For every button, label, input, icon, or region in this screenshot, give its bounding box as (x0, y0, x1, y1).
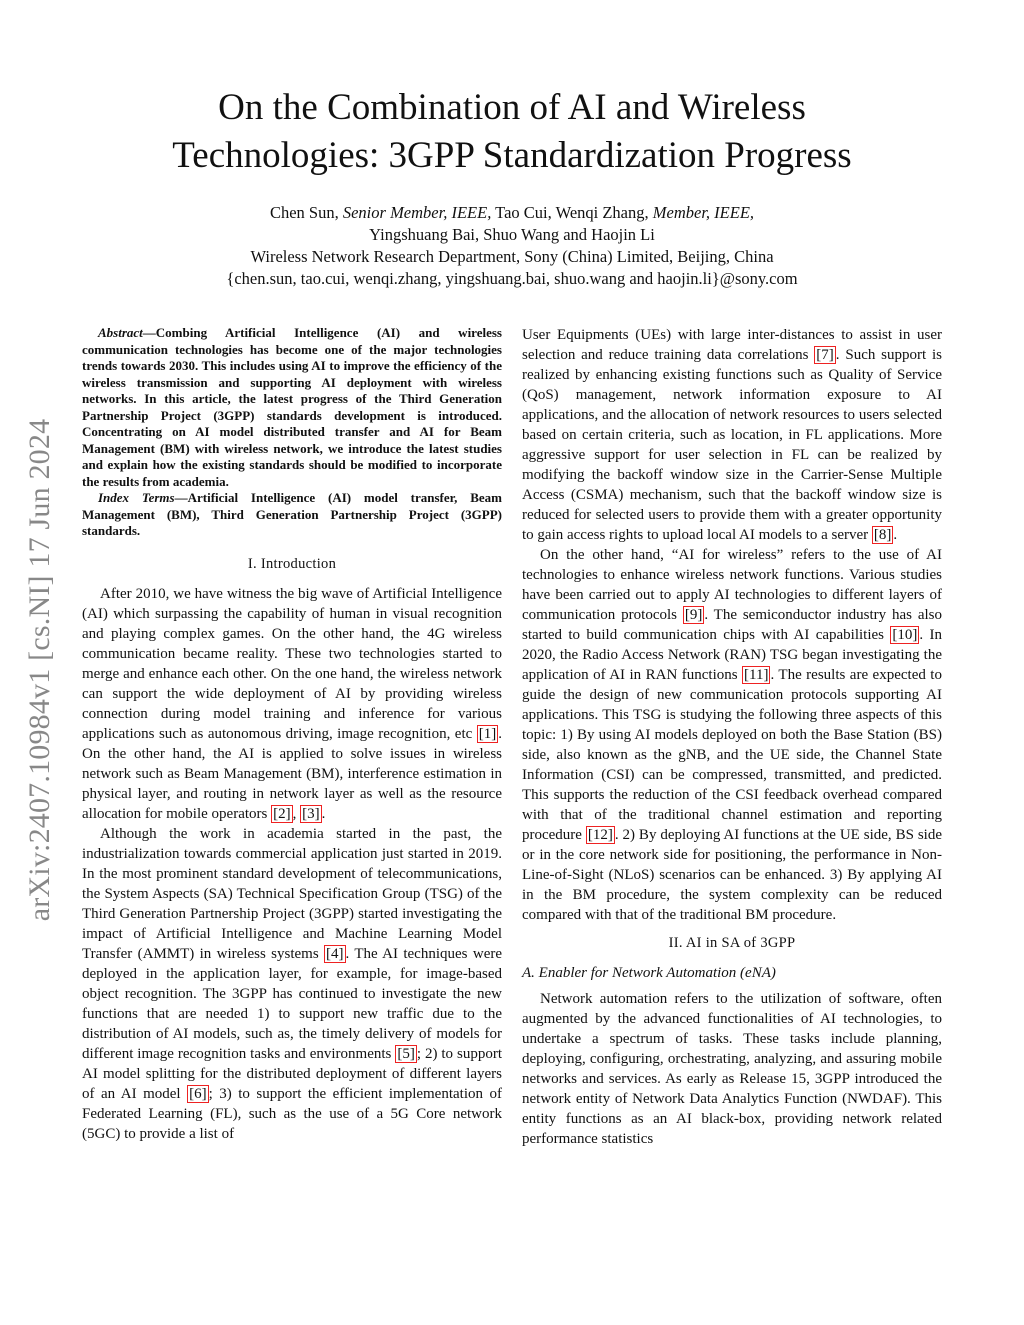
intro-paragraph-3 (522, 545, 942, 925)
citation-link[interactable]: [1] (478, 725, 497, 742)
citation-link[interactable]: [6] (189, 1085, 207, 1102)
citation-link[interactable]: [2] (273, 805, 291, 822)
author-line-2: Yingshuang Bai, Shuo Wang and Haojin Li (369, 225, 655, 244)
abstract (82, 325, 502, 490)
author-emails: {chen.sun, tao.cui, wenqi.zhang, yingshuang.bai, shuo.wang and haojin.li}@sony.com (226, 269, 798, 288)
citation-link[interactable]: [8] (873, 527, 892, 543)
ena-paragraph-1: Network automation refers to the utilization of software, often augmented by the advanced functionalities of AI technologies, to undertake a spectrum of tasks. These tasks include planning, deploying, configuring, orchestrating, analyzing, and assuring mobile networks and services. As early as Release 15, 3GPP introduced the network entity of Network Data Analytics Function (NWDAF). This entity functions as an AI black-box, providing network related performance statistics (522, 991, 942, 1147)
subsection-heading-ena: A. Enabler for Network Automation (eNA) (522, 965, 776, 981)
citation-link[interactable]: [5] (397, 1045, 415, 1062)
index-terms-label: Index Terms (98, 490, 175, 505)
title-line-1: On the Combination of AI and Wireless (218, 87, 806, 128)
author-title-member: Member, IEEE, (652, 203, 755, 222)
text-run: ; 3) to support the efficient implementation of Federated Learning (FL), such as the use of a 5G Core network (5GC) to provide a list of (82, 1085, 502, 1142)
citation-link[interactable]: [12] (587, 827, 613, 843)
text-run: ; 2) to support AI model splitting for the distributed deployment of different layers of an AI model (82, 1045, 502, 1102)
citation-link[interactable]: [7] (816, 347, 834, 363)
intro-paragraph-2-cont (522, 325, 942, 545)
author-affiliation: Wireless Network Research Department, Sony (China) Limited, Beijing, China (250, 247, 774, 266)
text-run: After 2010, we have witness the big wave of Artificial Intelligence (AI) which surpassing the capability of human in visual recognition and playing complex games. On the other hand, the 4G wireless communication became reality. These two technologies started to merge and enhance each other. On the one hand, the wireless network can support the wide deployment of AI by providing wireless connection during model training and inference for various applications such as autonomous driving, image recognition, etc (82, 585, 502, 742)
text-run: On the other hand, “AI for wireless” refers to the use of AI technologies to enhance wireless network functions. Various studies have been carried out to apply AI technologies to different layers of communication protocols (522, 547, 942, 623)
citation-link[interactable]: [11] (744, 667, 769, 683)
text-run: . The AI techniques were deployed in the application layer, for example, for image-based object recognition. The 3GPP has continued to investigate the new functions that are needed 1) to support new traffic due to the distribution of AI models, such as, the timely delivery of models for different image recognition tasks and environments (82, 945, 502, 1062)
text-run: . The results are expected to guide the design of new communication protocols supporting AI applications. This TSG is studying the following three aspects of this topic: 1) By using AI models deployed on both the Base Station (BS) side, also known as the gNB, and the UE side, the Channel State Information (CSI) can be compressed, transmitted, and predicted. This supports the reduction of the CSI feedback overhead compared with that of the traditional channel estimation and reporting procedure (522, 667, 942, 843)
right-column (522, 325, 942, 1149)
section-heading-ai-in-sa: II. AI in SA of 3GPP (668, 935, 796, 951)
index-terms-text: —Artificial Intelligence (AI) model transfer, Beam Management (BM), Third Generation Partnership Project (3GPP) standards. (82, 490, 502, 538)
text-run: . 2) By deploying AI functions at the UE side, BS side or in the core network side for positioning, the performance in Non-Line-of-Sight (NLoS) scenarios can be enhanced. 3) By applying AI in the BM procedure, the system complexity can be reduced compared with that of the traditional BM procedure. (522, 827, 942, 923)
intro-paragraph-2 (82, 824, 502, 1144)
text-run: . (321, 805, 326, 822)
text-run: . The semiconductor industry has also started to build communication chips with AI capabilities (522, 607, 942, 643)
paper-title (80, 84, 944, 180)
text-run: User Equipments (UEs) with large inter-distances to assist in user selection and reduce training data correlations (522, 327, 942, 363)
arxiv-identifier: arXiv:2407.10984v1 [cs.NI] 17 Jun 2024 (23, 418, 56, 922)
abstract-label: Abstract (98, 325, 143, 340)
text-run: . (893, 527, 898, 543)
citation-link[interactable]: [4] (326, 945, 344, 962)
text-run: Although the work in academia started in the past, the industrialization towards commercial application just started in 2019. In the most prominent standard development of telecommunications, the System Aspects (SA) Technical Specification Group (TSG) of the Third Generation Partnership Project (3GPP) started investigating the impact of Artificial Intelligence and Machine Learning Model Transfer (AMMT) in wireless systems (82, 825, 502, 962)
author-block (80, 202, 944, 290)
intro-paragraph-1 (82, 584, 502, 824)
author-line-1 (80, 202, 944, 224)
text-run: . Such support is realized by enhancing existing functions such as Quality of Service (QoS) management, network information exposure to AI applications, and the allocation of network resources to users selected based on certain criteria, such as location, in FL applications. More aggressive support for user selection in FL can be realized by modifying the backoff window size in the Carrier-Sense Multiple Access (CSMA) mechanism, such that the backoff window size is reduced for selected users to provide them with a greater opportunity to gain access rights to upload local AI models to a server (522, 347, 942, 543)
title-line-2: Technologies: 3GPP Standardization Progress (172, 135, 852, 176)
index-terms (82, 490, 502, 540)
citation-link[interactable]: [9] (684, 607, 703, 623)
author-title-senior: Senior Member, IEEE, (342, 203, 492, 222)
citation-link[interactable]: [3] (302, 805, 320, 822)
author-chen-sun: Chen Sun, (269, 203, 343, 222)
text-run: . On the other hand, the AI is applied to solve issues in wireless network such as Beam Management (BM), interference estimation in physical layer, and routing in network layer as well as the resource allocation for mobile operators (82, 725, 502, 822)
left-column (82, 325, 502, 1144)
abstract-text: —Combing Artificial Intelligence (AI) and wireless communication technologies has become one of the major technologies trends towards 2030. This includes using AI to improve the efficiency of the wireless transmission and supporting AI deployment with wireless networks. In this article, the latest progress of the Third Generation Partnership Project (3GPP) standards development is introduced. Concentrating on AI model distributed transfer and AI for Beam Management (BM) with wireless network, we introduce the latest studies and explain how the existing standards should be modified to incorporate the results from academia. (82, 325, 502, 489)
arxiv-sidebar (10, 370, 70, 970)
text-run: , (292, 805, 301, 822)
author-names-mid: Tao Cui, Wenqi Zhang, (491, 203, 653, 222)
text-run: . In 2020, the Radio Access Network (RAN) TSG began investigating the application of AI in RAN functions (522, 627, 943, 683)
citation-link[interactable]: [10] (892, 627, 918, 643)
section-heading-introduction: I. Introduction (247, 555, 337, 572)
